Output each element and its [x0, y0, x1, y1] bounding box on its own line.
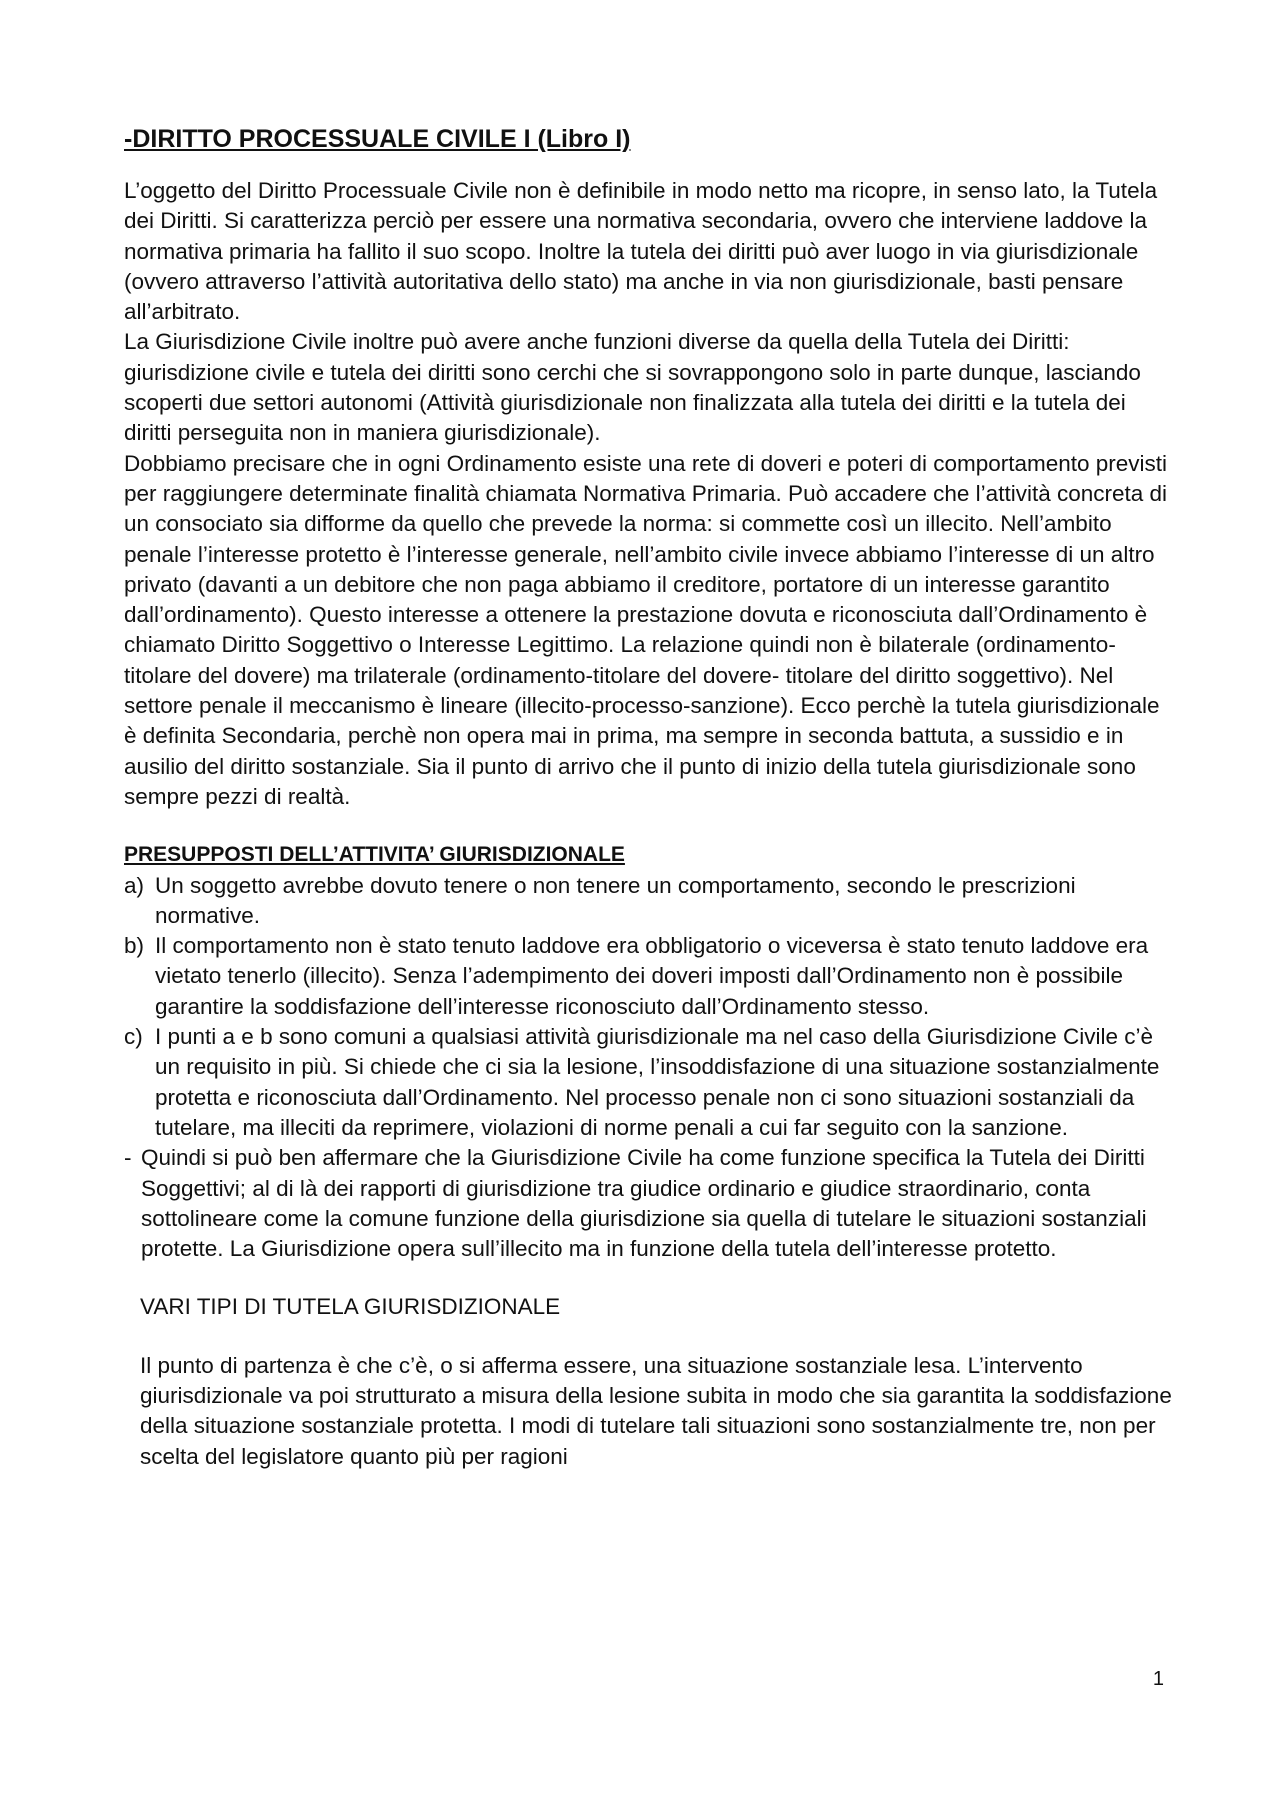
intro-paragraph-1: L’oggetto del Diritto Processuale Civile non è definibile in modo netto ma ricopre, in senso lato, la Tutela dei Diritti. Si caratterizza perciò per essere una normativa secondaria, ovvero che interviene laddove la normativa primaria ha fallito il suo scopo. Inoltre la tutela dei diritti può aver luogo in via giurisdizionale (ovvero attraverso l’attività autoritativa dello stato) ma anche in via non giurisdizionale, basti pensare all’arbitrato.: [124, 178, 1158, 325]
list-item: [124, 1022, 1174, 1143]
list-item-text: Un soggetto avrebbe dovuto tenere o non tenere un comportamento, secondo le prescrizioni normative.: [155, 872, 1076, 928]
dash-list-item: [124, 1143, 1174, 1264]
spacer: [124, 1264, 1174, 1292]
list-marker: c): [124, 1024, 143, 1050]
section-heading-tutela: VARI TIPI DI TUTELA GIURISDIZIONALE: [140, 1294, 561, 1320]
list-item-text: Il comportamento non è stato tenuto laddove era obbligatorio o viceversa è stato tenuto laddove era vietato tenerlo (illecito). Senza l’adempimento dei doveri imposti dall’Ordinamento non è possibile garantire la soddisfazione dell’interesse riconosciuto dall’Ordinamento stesso.: [155, 933, 1149, 1019]
list-item-text: I punti a e b sono comuni a qualsiasi attività giurisdizionale ma nel caso della Giurisdizione Civile c’è un requisito in più. Si chiede che ci sia la lesione, l’insoddisfazione di una situazione sostanzialmente protetta e riconosciuta dall’Ordinamento. Nel processo penale non ci sono situazioni sostanziali da tutelare, ma illeciti da reprimere, violazioni di norme penali a cui far seguito con la sanzione.: [155, 1024, 1160, 1140]
list-item: [124, 871, 1174, 932]
intro-paragraph-2: La Giurisdizione Civile inoltre può avere anche funzioni diverse da quella della Tutela dei Diritti: giurisdizione civile e tutela dei diritti sono cerchi che si sovrappongono solo in parte dunque, lasciando scoperti due settori autonomi (Attività giurisdizionale non finalizzata alla tutela dei diritti e la tutela dei diritti perseguita non in maniera giurisdizionale).: [124, 329, 1141, 446]
document-title: -DIRITTO PROCESSUALE CIVILE I (Libro I): [124, 125, 631, 153]
section-tutela: [124, 1292, 1174, 1471]
tutela-paragraph: Il punto di partenza è che c’è, o si afferma essere, una situazione sostanziale lesa. L’intervento giurisdizionale va poi strutturato a misura della lesione subita in modo che sia garantita la soddisfazione della situazione sostanziale protetta. I modi di tutelare tali situazioni sono sostanzialmente tre, non per scelta del legislatore quanto più per ragioni: [140, 1352, 1172, 1469]
spacer: [124, 812, 1174, 840]
page-number: 1: [1152, 1668, 1164, 1690]
presupposti-list: [124, 871, 1174, 1144]
list-item: [124, 931, 1174, 1022]
list-marker: b): [124, 933, 145, 959]
section-heading-presupposti: PRESUPPOSTI DELL’ATTIVITA’ GIURISDIZIONALE: [124, 843, 625, 867]
spacer: [140, 1323, 1174, 1351]
document-page: [124, 122, 1174, 1472]
intro-paragraph-3: Dobbiamo precisare che in ogni Ordinamento esiste una rete di doveri e poteri di comportamento previsti per raggiungere determinate finalità chiamata Normativa Primaria. Può accadere che l’attività concreta di un consociato sia difforme da quello che prevede la norma: si commette così un illecito. Nell’ambito penale l’interesse protetto è l’interesse generale, nell’ambito civile invece abbiamo l’interesse di un altro privato (davanti a un debitore che non paga abbiamo il creditore, portatore di un interesse garantito dall’ordinamento). Questo interesse a ottenere la prestazione dovuta e riconosciuta dall’Ordinamento è chiamato Diritto Soggettivo o Interesse Legittimo. La relazione quindi non è bilaterale (ordinamento-titolare del dovere) ma trilaterale (ordinamento-titolare del dovere- titolare del diritto soggettivo). Nel settore penale il meccanismo è lineare (illecito-processo-sanzione). Ecco perchè la tutela giurisdizionale è definita Secondaria, perchè non opera mai in prima, ma sempre in seconda battuta, a sussidio e in ausilio del diritto sostanziale. Sia il punto di arrivo che il punto di inizio della tutela giurisdizionale sono sempre pezzi di realtà.: [124, 450, 1168, 809]
dash-marker: -: [124, 1145, 132, 1171]
list-marker: a): [124, 872, 145, 898]
dash-item-text: Quindi si può ben affermare che la Giurisdizione Civile ha come funzione specifica la Tutela dei Diritti Soggettivi; al di là dei rapporti di giurisdizione tra giudice ordinario e giudice straordinario, conta sottolineare come la comune funzione della giurisdizione sia quella di tutelare le situazioni sostanziali protette. La Giurisdizione opera sull’illecito ma in funzione della tutela dell’interesse protetto.: [141, 1145, 1147, 1262]
